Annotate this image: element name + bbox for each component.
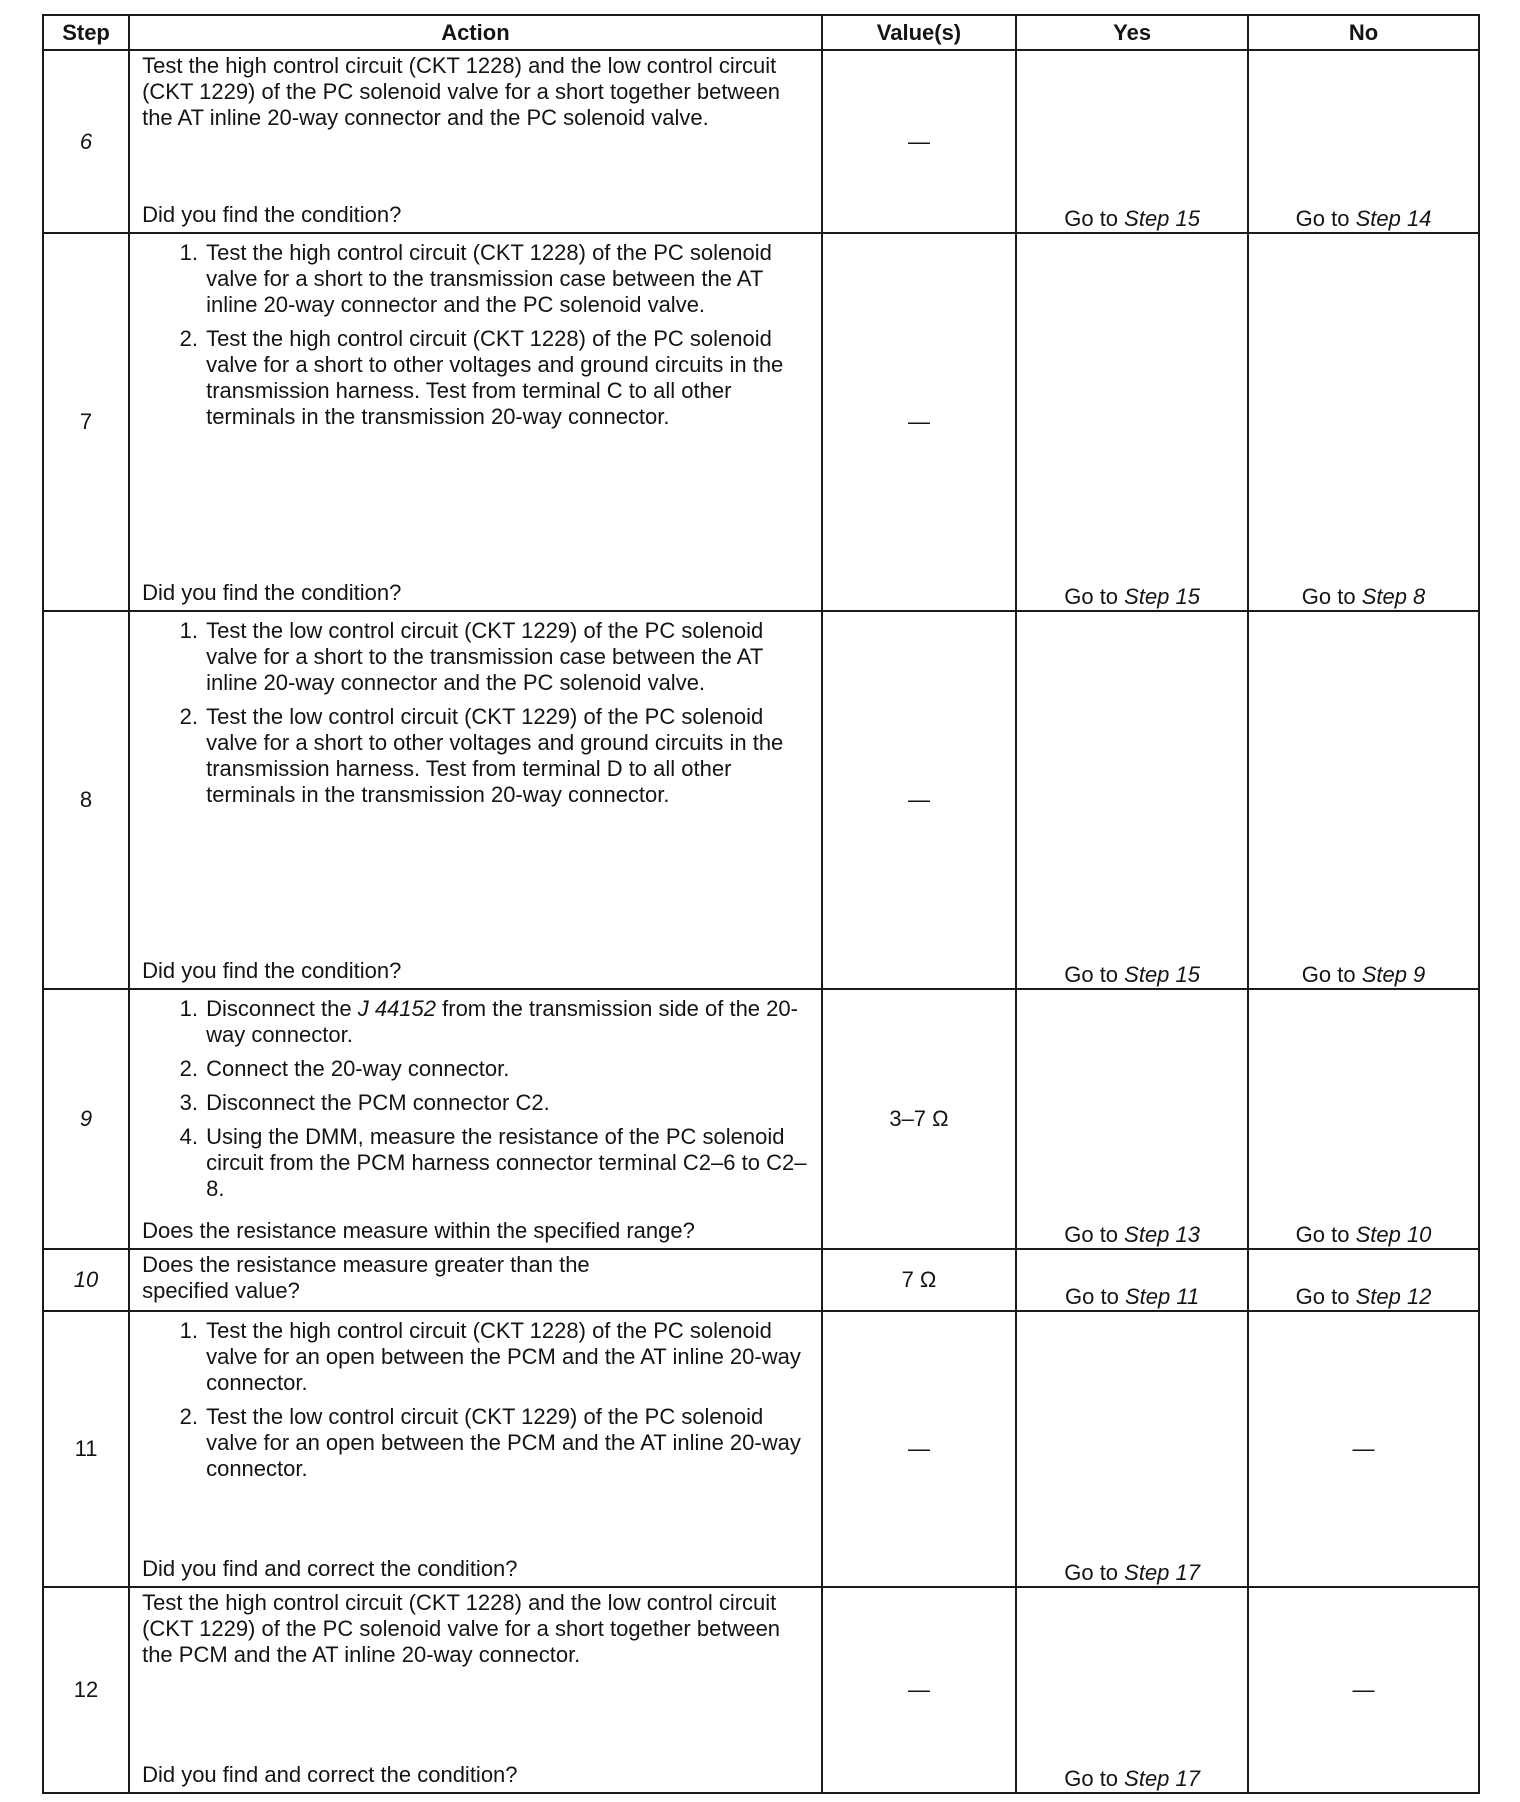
value-cell: —: [822, 50, 1016, 233]
yes-step-link[interactable]: Step 13: [1124, 1222, 1200, 1247]
action-text: Test the high control circuit (CKT 1228) and the low control circuit (CKT 1229) of the PC solenoid valve for a short together between the PCM and the AT inline 20-way connector.: [142, 1590, 781, 1667]
table-row-step-9: [43, 989, 1479, 1249]
list-item: 2. Test the high control circuit (CKT 1228) of the PC solenoid valve for a short to other voltages and ground circuits in the transmission harness. Test from terminal C to all other terminals in the transmission 20-way connector.: [204, 326, 809, 430]
yes-cell: [1016, 50, 1248, 233]
goto-prefix: Go to: [1295, 206, 1356, 231]
list-item: 1. Test the high control circuit (CKT 1228) of the PC solenoid valve for a short to the transmission case between the AT inline 20-way connector and the PC solenoid valve.: [204, 240, 809, 318]
action-cell: [129, 1249, 822, 1311]
goto-prefix: Go to: [1295, 1222, 1356, 1247]
table-row-step-10: [43, 1249, 1479, 1311]
action-question: Did you find the condition?: [142, 958, 402, 983]
goto-prefix: Go to: [1064, 1560, 1125, 1585]
goto-prefix: Go to: [1064, 962, 1125, 987]
action-cell: [129, 611, 822, 989]
list-item: 3. Disconnect the PCM connector C2.: [204, 1090, 809, 1116]
value-cell: —: [822, 1587, 1016, 1793]
yes-step-link[interactable]: Step 11: [1124, 1284, 1200, 1309]
yes-step-link[interactable]: Step 15: [1124, 206, 1200, 231]
step-number: 10: [43, 1249, 129, 1311]
no-step-link[interactable]: Step 12: [1355, 1284, 1432, 1309]
action-question: Did you find and correct the condition?: [142, 1762, 518, 1787]
goto-prefix: Go to: [1064, 1222, 1125, 1247]
value-cell: —: [822, 1311, 1016, 1587]
tool-name: J 44152: [357, 996, 437, 1021]
goto-prefix: Go to: [1295, 1284, 1356, 1309]
no-step-link[interactable]: Step 9: [1361, 962, 1426, 987]
list-item: 4. Using the DMM, measure the resistance of the PC solenoid circuit from the PCM harness connector terminal C2–6 to C2–8.: [204, 1124, 809, 1202]
yes-cell: [1016, 1311, 1248, 1587]
no-step-link[interactable]: Step 10: [1355, 1222, 1432, 1247]
action-question: Did you find the condition?: [142, 580, 402, 605]
list-item-text: from the transmission side of the 20-way connector.: [206, 996, 798, 1047]
no-cell: [1248, 1249, 1479, 1311]
action-text: Test the high control circuit (CKT 1228) and the low control circuit (CKT 1229) of the PC solenoid valve for a short together between the AT inline 20-way connector and the PC solenoid valve.: [142, 53, 781, 130]
yes-cell: [1016, 1249, 1248, 1311]
step-number: 6: [43, 50, 129, 233]
step-number: 9: [43, 989, 129, 1249]
list-item: 1. Test the low control circuit (CKT 1229) of the PC solenoid valve for a short to the transmission case between the AT inline 20-way connector and the PC solenoid valve.: [204, 618, 809, 696]
no-cell: —: [1248, 1587, 1479, 1793]
action-cell: [129, 50, 822, 233]
list-item-text: Disconnect the: [206, 996, 358, 1021]
list-item: 2. Test the low control circuit (CKT 1229) of the PC solenoid valve for an open between the PCM and the AT inline 20-way connector.: [204, 1404, 809, 1482]
yes-step-link[interactable]: Step 15: [1124, 962, 1200, 987]
table-row-step-7: [43, 233, 1479, 611]
diagnostic-table: [42, 14, 1480, 1794]
no-cell: [1248, 611, 1479, 989]
action-cell: [129, 1311, 822, 1587]
table-row-step-8: [43, 611, 1479, 989]
goto-prefix: Go to: [1064, 206, 1125, 231]
header-yes: Yes: [1016, 15, 1248, 50]
header-values: Value(s): [822, 15, 1016, 50]
yes-cell: [1016, 611, 1248, 989]
no-cell: [1248, 50, 1479, 233]
action-steps-list: [142, 1318, 809, 1490]
value-cell: 3–7 Ω: [822, 989, 1016, 1249]
no-cell: —: [1248, 1311, 1479, 1587]
value-cell: —: [822, 611, 1016, 989]
step-number: 7: [43, 233, 129, 611]
no-cell: [1248, 233, 1479, 611]
yes-step-link[interactable]: Step 15: [1124, 584, 1200, 609]
no-cell: [1248, 989, 1479, 1249]
goto-prefix: Go to: [1064, 584, 1125, 609]
goto-prefix: Go to: [1301, 962, 1362, 987]
list-item: 2. Test the low control circuit (CKT 1229) of the PC solenoid valve for a short to other voltages and ground circuits in the transmission harness. Test from terminal D to all other terminals in the transmission 20-way connector.: [204, 704, 809, 808]
yes-cell: [1016, 1587, 1248, 1793]
action-question: Did you find and correct the condition?: [142, 1556, 518, 1581]
no-step-link[interactable]: Step 8: [1361, 584, 1426, 609]
list-item: [204, 996, 809, 1048]
yes-step-link[interactable]: Step 17: [1124, 1560, 1200, 1585]
action-question: Does the resistance measure within the specified range?: [142, 1218, 695, 1243]
goto-prefix: Go to: [1064, 1766, 1125, 1791]
value-cell: —: [822, 233, 1016, 611]
header-step: Step: [43, 15, 129, 50]
step-number: 8: [43, 611, 129, 989]
action-cell: [129, 233, 822, 611]
list-item: 1. Test the high control circuit (CKT 1228) of the PC solenoid valve for an open between the PCM and the AT inline 20-way connector.: [204, 1318, 809, 1396]
step-number: 12: [43, 1587, 129, 1793]
action-question: Did you find the condition?: [142, 202, 402, 227]
action-cell: [129, 989, 822, 1249]
action-question: Does the resistance measure greater than the specified value?: [142, 1252, 590, 1303]
table-row-step-11: [43, 1311, 1479, 1587]
list-item: 2. Connect the 20-way connector.: [204, 1056, 809, 1082]
goto-prefix: Go to: [1065, 1284, 1125, 1309]
goto-prefix: Go to: [1301, 584, 1362, 609]
action-steps-list: [142, 618, 809, 816]
value-cell: 7 Ω: [822, 1249, 1016, 1311]
action-steps-list: [142, 996, 809, 1202]
table-row-step-6: [43, 50, 1479, 233]
header-action: Action: [129, 15, 822, 50]
action-cell: [129, 1587, 822, 1793]
action-steps-list: [142, 240, 809, 438]
no-step-link[interactable]: Step 14: [1355, 206, 1432, 231]
yes-cell: [1016, 233, 1248, 611]
header-row: [43, 15, 1479, 50]
header-no: No: [1248, 15, 1479, 50]
yes-step-link[interactable]: Step 17: [1124, 1766, 1200, 1791]
table-row-step-12: [43, 1587, 1479, 1793]
step-number: 11: [43, 1311, 129, 1587]
yes-cell: [1016, 989, 1248, 1249]
